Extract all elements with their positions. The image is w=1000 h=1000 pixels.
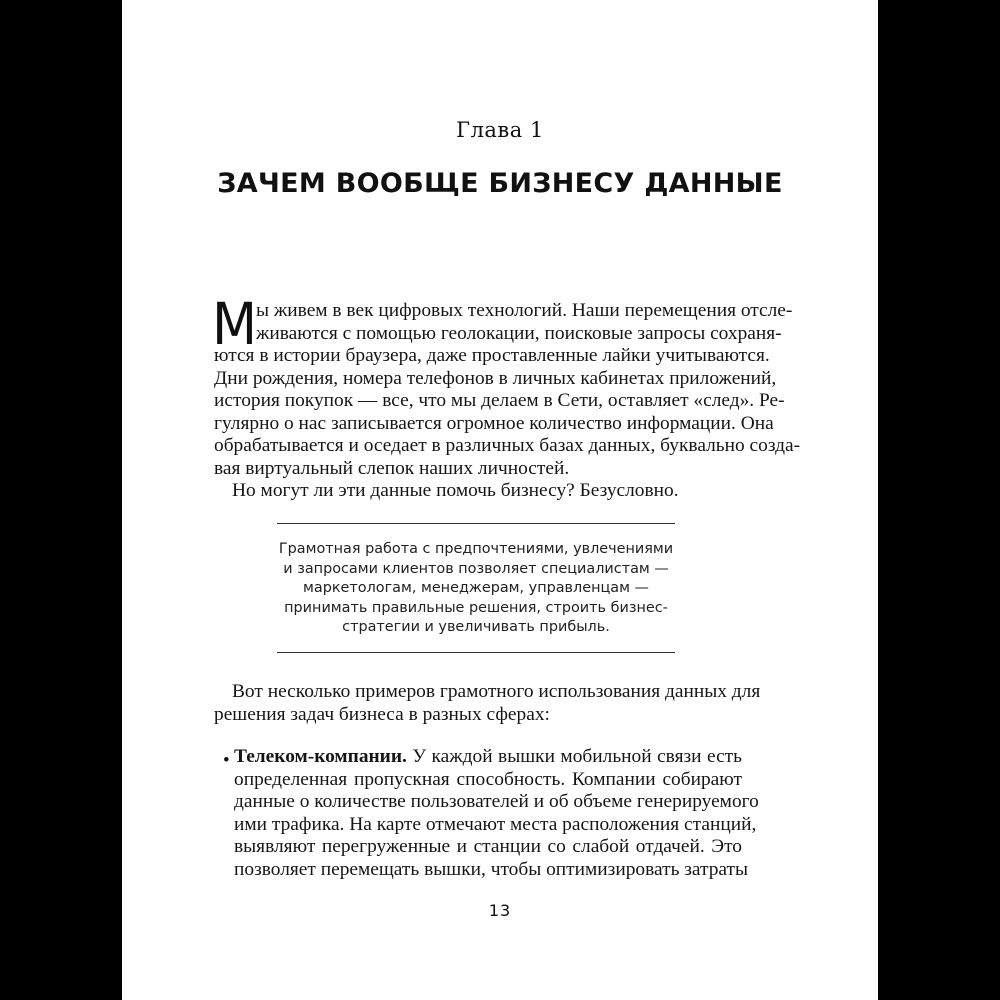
callout-line: маркетологам, менеджерам, управленцам — — [303, 580, 649, 597]
bullet-line: данные о количестве пользователей и об объеме генерируемого — [234, 791, 759, 812]
callout-line: Грамотная работа с предпочтениями, увлечениями — [278, 541, 674, 557]
intro-line: гулярно о нас записывается огромное количество информации. Она — [214, 412, 774, 434]
intro-line: вая виртуальный слепок наших личностей. — [214, 457, 570, 479]
bullet-first-line-rest: У каждой вышки мобильной связи есть — [406, 746, 742, 767]
examples-line: решения задач бизнеса в разных сферах: — [214, 703, 550, 725]
intro-line: обрабатывается и оседает в различных базах данных, буквально созда- — [214, 435, 801, 456]
bullet-text — [234, 746, 759, 881]
bullet-first-line — [234, 746, 742, 769]
intro-line: Дни рождения, номера телефонов в личных кабинетах приложений, — [214, 367, 777, 389]
bullet-line: определенная пропускная способность. Компании собирают — [234, 768, 742, 790]
intro-line: ы живем в век цифровых технологий. Наши перемещения отсле- — [256, 300, 793, 321]
bullet-marker: • — [223, 750, 230, 771]
intro-paragraph — [212, 290, 801, 503]
drop-cap: М — [212, 290, 255, 358]
bullet-line: позволяет перемещать вышки, чтобы оптимизировать затраты — [234, 858, 749, 880]
intro-line: ются в истории браузера, даже проставленные лайки учитываются. — [214, 345, 770, 366]
callout-line: и запросами клиентов позволяет специалистам — — [283, 560, 669, 577]
chapter-label: Глава 1 — [456, 118, 544, 142]
callout-box — [277, 523, 675, 653]
callout-line: стратегии и увеличивать прибыль. — [342, 619, 610, 636]
bullet-term: Телеком-компании. — [234, 746, 407, 767]
bullet-item — [223, 746, 759, 881]
intro-line: живаются с помощью геолокации, поисковые запросы сохраня- — [256, 322, 782, 344]
chapter-title: ЗАЧЕМ ВООБЩЕ БИЗНЕСУ ДАННЫЕ — [217, 168, 783, 199]
examples-line: Вот несколько примеров грамотного использования данных для — [232, 681, 761, 702]
examples-paragraph — [214, 681, 761, 726]
book-page — [122, 0, 878, 1000]
callout-line: принимать правильные решения, строить бизнес- — [284, 599, 668, 616]
intro-line: история покупок — все, что мы делаем в Сети, оставляет «след». Ре- — [214, 390, 785, 411]
intro-question: Но могут ли эти данные помочь бизнесу? Безусловно. — [232, 480, 679, 501]
callout-text — [277, 540, 675, 638]
bullet-line: ими трафика. На карте отмечают места расположения станций, — [234, 813, 757, 835]
page-number: 13 — [488, 901, 512, 920]
bullet-line: выявляют перегруженные и станции со слабой отдачей. Это — [234, 836, 742, 857]
